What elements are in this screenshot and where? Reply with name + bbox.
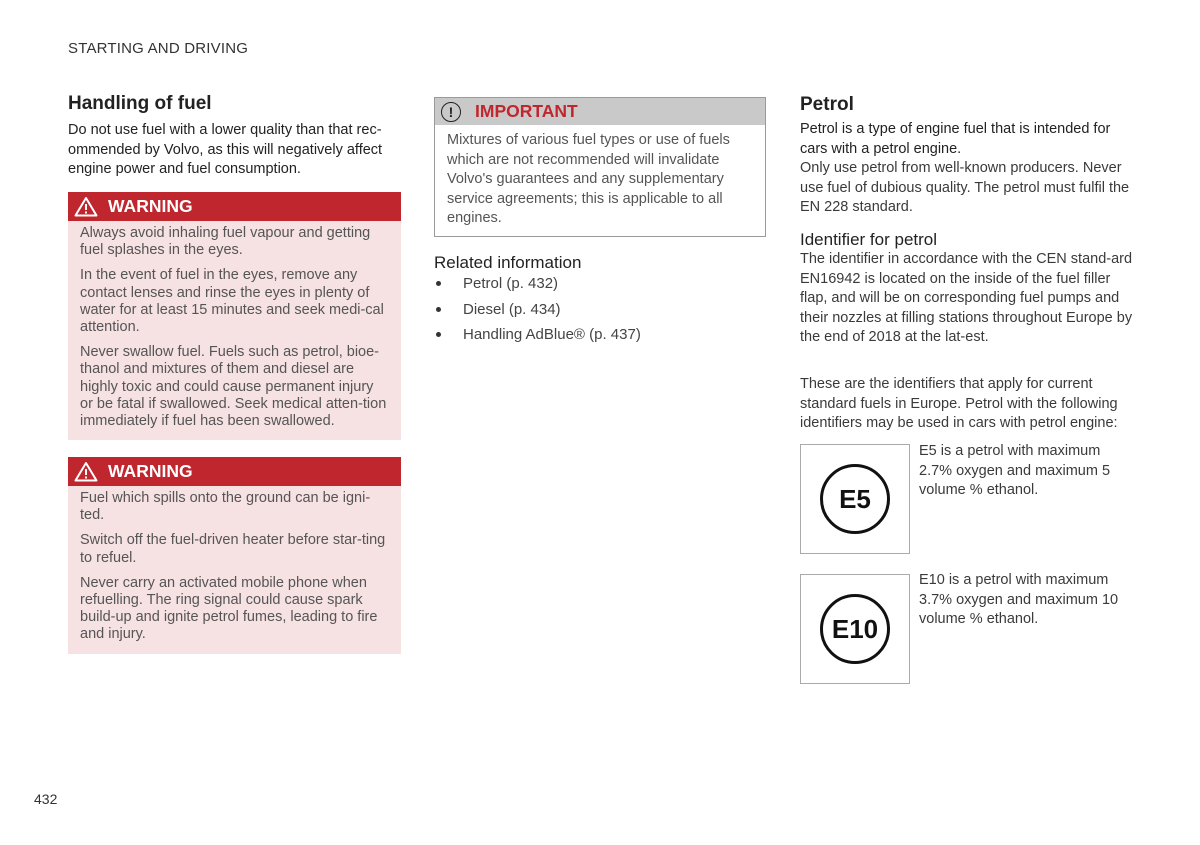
warning-paragraph: In the event of fuel in the eyes, remove any contact lenses and rinse the eyes in plenty of water for at least 15 minutes and seek medi-cal attention. bbox=[80, 267, 384, 336]
related-link[interactable]: Petrol (p. 432) bbox=[434, 274, 764, 300]
warning-header bbox=[68, 457, 401, 486]
identifiers-intro: These are the identifiers that apply for current standard fuels in Europe. Petrol with the following identifiers may be used in cars with petrol engine: bbox=[800, 376, 1118, 431]
related-link[interactable]: Diesel (p. 434) bbox=[434, 300, 764, 326]
e10-description: E10 is a petrol with maximum 3.7% oxygen and maximum 10 volume % ethanol. bbox=[919, 572, 1119, 627]
e5-label: E5 bbox=[820, 464, 890, 534]
warning-body bbox=[68, 486, 401, 654]
e5-description: E5 is a petrol with maximum 2.7% oxygen and maximum 5 volume % ethanol. bbox=[919, 443, 1111, 498]
e5-identifier-symbol bbox=[800, 444, 910, 554]
related-link[interactable]: Handling AdBlue® (p. 437) bbox=[434, 325, 764, 351]
warning-paragraph: Fuel which spills onto the ground can be igni-ted. bbox=[80, 490, 371, 524]
warning-body bbox=[68, 221, 401, 440]
important-text: Mixtures of various fuel types or use of fuels which are not recommended will invalidate Volvo's guarantees and any supplementary service agreements; this is applicable to all engines. bbox=[447, 132, 730, 226]
important-box bbox=[434, 97, 766, 237]
warning-box-ignition bbox=[68, 457, 401, 654]
e10-label: E10 bbox=[820, 594, 890, 664]
handling-title: Handling of fuel bbox=[68, 93, 212, 114]
page-number: 432 bbox=[34, 791, 58, 807]
section-header: STARTING AND DRIVING bbox=[68, 40, 249, 57]
identifier-text: The identifier in accordance with the CEN stand-ard EN16942 is located on the inside of the fuel filler flap, and will be on corresponding fuel pumps and their nozzles at filling stations throughout Europe by the end of 2018 at the lat-est. bbox=[800, 251, 1133, 345]
warning-triangle-icon bbox=[74, 196, 98, 217]
important-header bbox=[435, 98, 765, 125]
exclamation-circle-icon: ! bbox=[441, 102, 461, 122]
petrol-intro: Petrol is a type of engine fuel that is intended for cars with a petrol engine. bbox=[800, 121, 1111, 157]
e10-identifier-symbol bbox=[800, 574, 910, 684]
petrol-title: Petrol bbox=[800, 94, 854, 115]
warning-paragraph: Never swallow fuel. Fuels such as petrol, bioe-thanol and mixtures of them and diesel are highly toxic and could cause permanent injury or be fatal if swallowed. Seek medical atten-tion immediately if fuel has been swallowed. bbox=[80, 344, 387, 430]
identifier-title: Identifier for petrol bbox=[800, 230, 938, 249]
related-info-title: Related information bbox=[434, 253, 582, 272]
warning-paragraph: Switch off the fuel-driven heater before star-ting to refuel. bbox=[80, 532, 386, 566]
warning-label: WARNING bbox=[108, 461, 193, 481]
warning-header bbox=[68, 192, 401, 221]
warning-label: WARNING bbox=[108, 196, 193, 216]
handling-intro: Do not use fuel with a lower quality than that rec-ommended by Volvo, as this will negatively affect engine power and fuel consumption. bbox=[68, 122, 383, 177]
petrol-text: Only use petrol from well-known producers. Never use fuel of dubious quality. The petrol must fulfil the EN 228 standard. bbox=[800, 160, 1130, 215]
warning-paragraph: Always avoid inhaling fuel vapour and getting fuel splashes in the eyes. bbox=[80, 225, 371, 259]
warning-paragraph: Never carry an activated mobile phone when refuelling. The ring signal could cause spark build-up and ignite petrol fumes, leading to fire and injury. bbox=[80, 574, 378, 643]
related-info-list bbox=[434, 274, 764, 351]
important-label: IMPORTANT bbox=[475, 101, 578, 121]
warning-triangle-icon bbox=[74, 461, 98, 482]
warning-box-vapour bbox=[68, 192, 401, 440]
